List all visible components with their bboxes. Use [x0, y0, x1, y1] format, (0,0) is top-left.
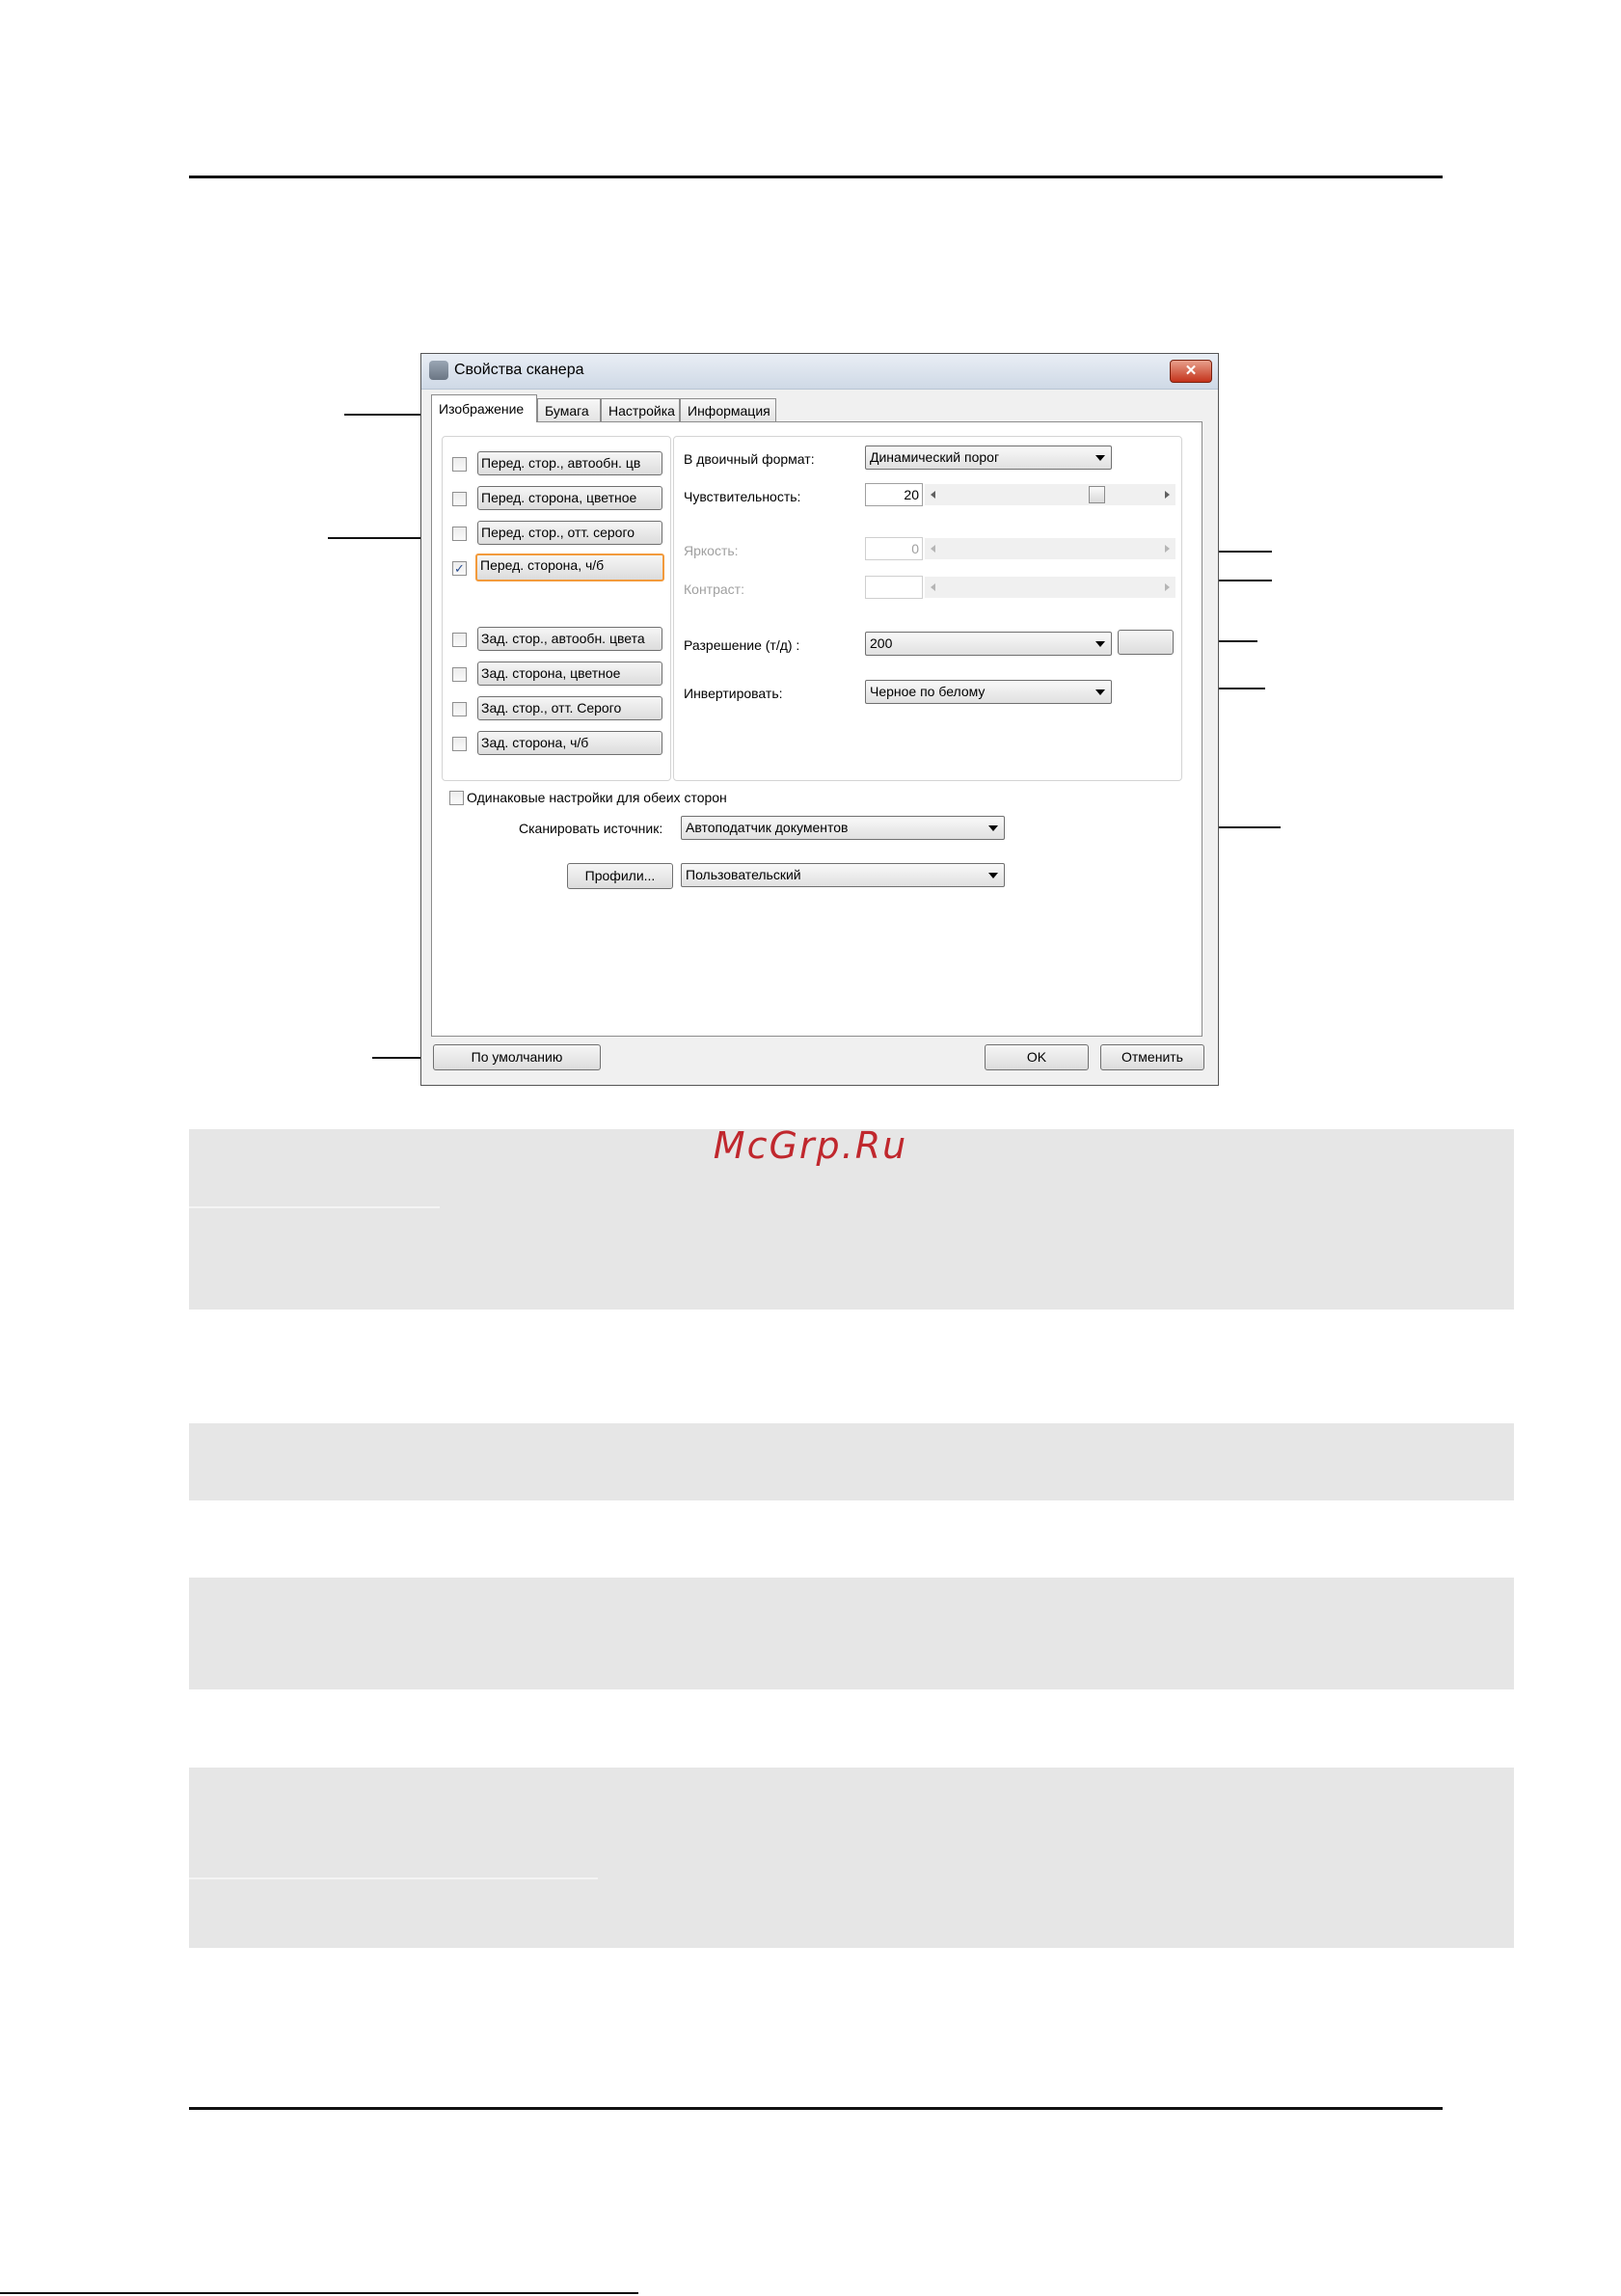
slider-left-arrow-icon[interactable] — [931, 545, 935, 553]
scan-source-value: Автоподатчик документов — [686, 820, 849, 835]
invert-label: Инвертировать: — [684, 686, 783, 701]
mode-front-gray[interactable]: Перед. стор., отт. серого — [477, 521, 662, 545]
footer-rule — [0, 2292, 638, 2294]
invert-select[interactable] — [865, 680, 1112, 704]
checkbox-back-color[interactable] — [452, 667, 467, 682]
scan-source-label: Сканировать источник: — [519, 821, 663, 836]
image-settings-group — [673, 436, 1182, 781]
invert-value: Черное по белому — [870, 684, 986, 699]
ok-button[interactable]: OK — [985, 1044, 1089, 1070]
brightness-slider[interactable] — [925, 538, 1175, 559]
tab-image[interactable]: Изображение — [431, 394, 537, 422]
brightness-input[interactable]: 0 — [865, 537, 923, 560]
description-table-row — [189, 1578, 1514, 1689]
checkbox-front-auto-color[interactable] — [452, 457, 467, 472]
callout-image-types — [328, 537, 422, 539]
scanner-icon — [429, 361, 448, 380]
description-table-row — [189, 1423, 1514, 1500]
brightness-label: Яркость: — [684, 543, 739, 558]
callout-tabs — [344, 414, 421, 416]
sensitivity-slider[interactable] — [925, 484, 1175, 505]
chevron-down-icon — [1095, 641, 1105, 647]
row-divider — [189, 1877, 598, 1879]
cancel-button[interactable]: Отменить — [1100, 1044, 1204, 1070]
checkbox-back-gray[interactable] — [452, 702, 467, 716]
tab-paper[interactable]: Бумага — [537, 398, 601, 421]
close-button[interactable]: ✕ — [1170, 360, 1212, 383]
profile-value: Пользовательский — [686, 867, 801, 882]
image-mode-group — [442, 436, 671, 781]
scan-source-select[interactable] — [681, 816, 1005, 840]
resolution-value: 200 — [870, 635, 893, 651]
mode-front-bw[interactable]: Перед. сторона, ч/б — [475, 554, 664, 581]
mode-back-bw[interactable]: Зад. сторона, ч/б — [477, 731, 662, 755]
contrast-input[interactable] — [865, 576, 923, 599]
profiles-button[interactable]: Профили... — [567, 863, 673, 889]
chevron-down-icon — [1095, 455, 1105, 461]
contrast-label: Контраст: — [684, 581, 744, 597]
resolution-extra-button[interactable] — [1118, 630, 1174, 655]
scanner-properties-dialog — [420, 353, 1219, 1086]
watermark: McGrp.Ru — [713, 1124, 908, 1167]
binary-format-label: В двоичный формат: — [684, 451, 815, 467]
mode-back-auto-color[interactable]: Зад. стор., автообн. цвета — [477, 627, 662, 651]
binary-format-select[interactable] — [865, 446, 1112, 470]
profile-select[interactable] — [681, 863, 1005, 887]
sensitivity-label: Чувствительность: — [684, 489, 801, 504]
same-settings-label: Одинаковые настройки для обеих сторон — [467, 790, 727, 805]
top-rule — [189, 176, 1443, 178]
resolution-select[interactable] — [865, 632, 1112, 656]
slider-left-arrow-icon[interactable] — [931, 491, 935, 499]
binary-format-value: Динамический порог — [870, 449, 1000, 465]
checkbox-front-gray[interactable] — [452, 527, 467, 541]
same-settings-checkbox[interactable] — [449, 791, 464, 805]
row-divider — [189, 1206, 440, 1208]
default-button[interactable]: По умолчанию — [433, 1044, 601, 1070]
chevron-down-icon — [1095, 689, 1105, 695]
sensitivity-input[interactable]: 20 — [865, 483, 923, 506]
checkbox-front-color[interactable] — [452, 492, 467, 506]
resolution-label: Разрешение (т/д) : — [684, 637, 800, 653]
title-bar — [421, 354, 1218, 390]
sensitivity-slider-thumb[interactable] — [1089, 486, 1105, 503]
mode-front-auto-color[interactable]: Перед. стор., автообн. цв — [477, 451, 662, 475]
chevron-down-icon — [988, 825, 998, 831]
description-table-row — [189, 1768, 1514, 1948]
mode-front-color[interactable]: Перед. сторона, цветное — [477, 486, 662, 510]
chevron-down-icon — [988, 873, 998, 878]
checkbox-back-bw[interactable] — [452, 737, 467, 751]
slider-right-arrow-icon[interactable] — [1165, 583, 1170, 591]
slider-right-arrow-icon[interactable] — [1165, 545, 1170, 553]
checkbox-back-auto-color[interactable] — [452, 633, 467, 647]
mode-back-color[interactable]: Зад. сторона, цветное — [477, 662, 662, 686]
contrast-slider[interactable] — [925, 577, 1175, 598]
tab-panel-image — [431, 421, 1202, 1037]
mode-back-gray[interactable]: Зад. стор., отт. Серого — [477, 696, 662, 720]
slider-right-arrow-icon[interactable] — [1165, 491, 1170, 499]
checkbox-front-bw[interactable]: ✓ — [452, 561, 467, 576]
bottom-rule — [189, 2107, 1443, 2110]
slider-left-arrow-icon[interactable] — [931, 583, 935, 591]
tab-settings[interactable]: Настройка — [601, 398, 680, 421]
tab-information[interactable]: Информация — [680, 398, 776, 421]
dialog-title: Свойства сканера — [454, 362, 584, 378]
